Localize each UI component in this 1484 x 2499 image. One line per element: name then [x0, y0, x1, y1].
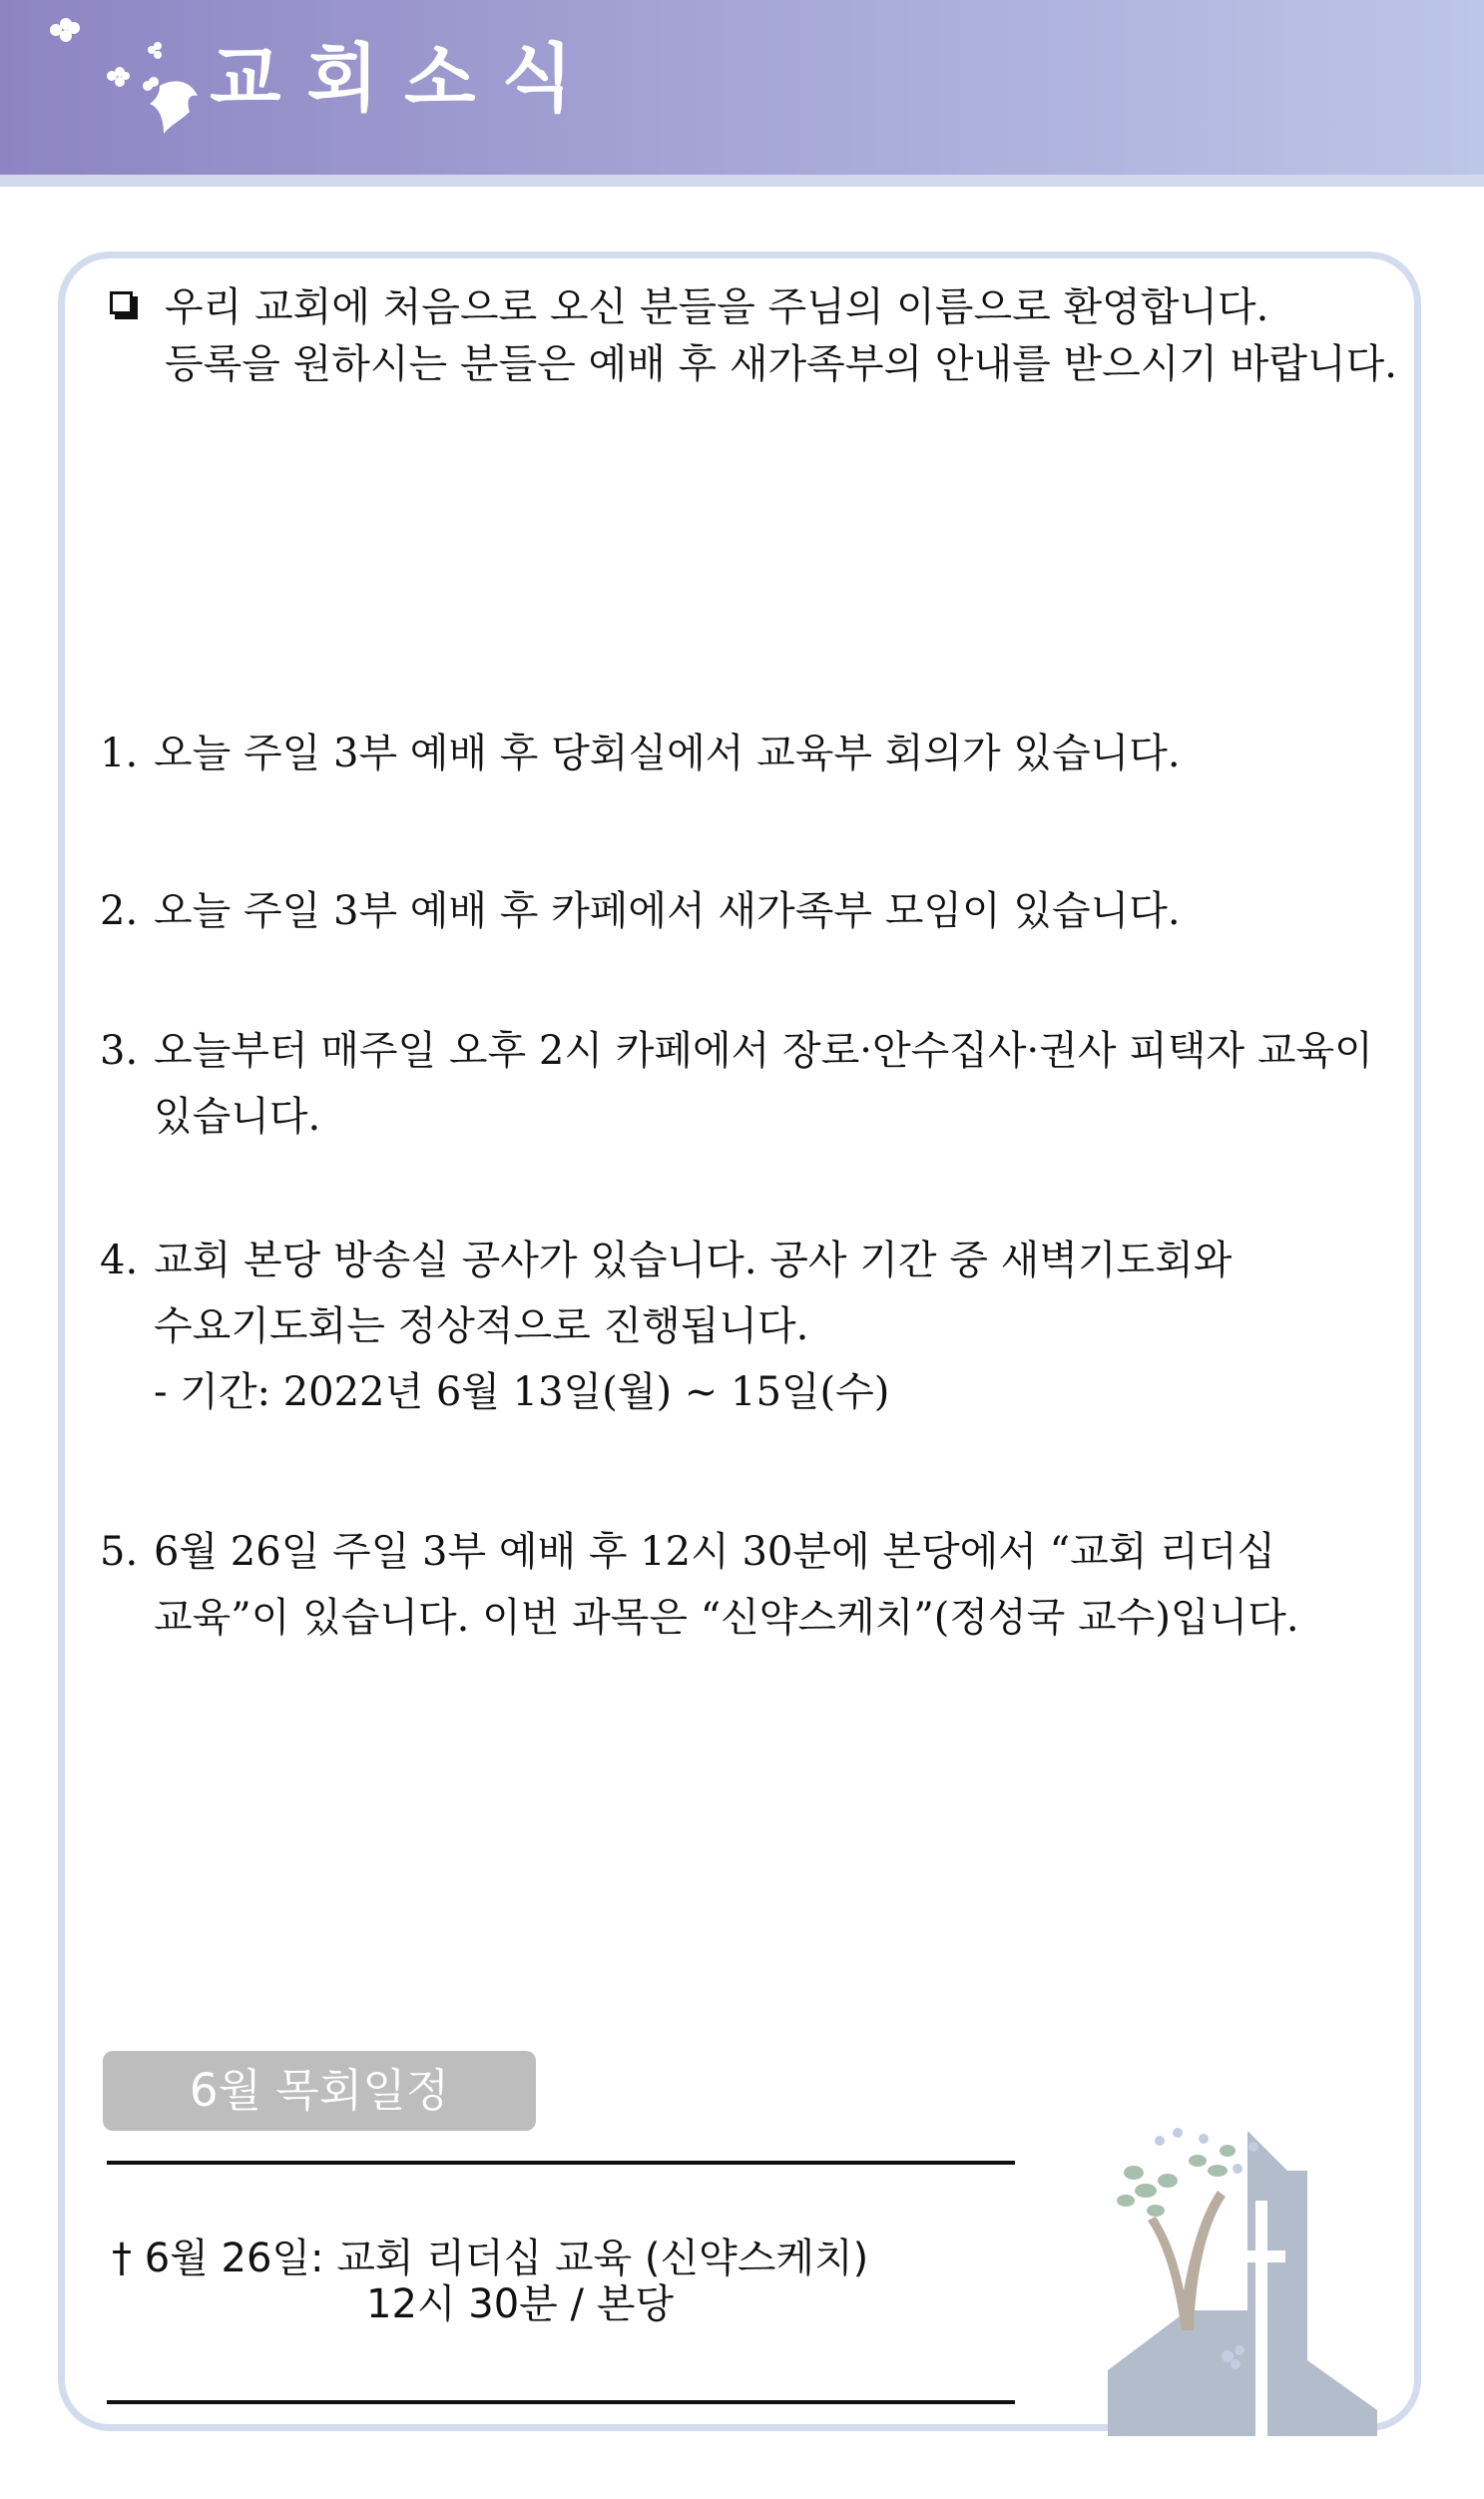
- announcement-line: 오늘 주일 3부 예배 후 당회실에서 교육부 회의가 있습니다.: [154, 731, 1181, 776]
- checkbox-bullet-icon: [110, 291, 133, 314]
- announcement-detail: - 기간: 2022년 6월 13일(월) ~ 15일(수): [154, 1369, 890, 1415]
- announcement-item: [100, 1519, 1397, 1651]
- schedule-title-tab: 6월 목회일정: [103, 2051, 536, 2131]
- schedule-entry-line-1: † 6월 26일: 교회 리더십 교육 (신약스케치): [112, 2236, 869, 2281]
- announcement-line: 오늘 주일 3부 예배 후 카페에서 새가족부 모임이 있습니다.: [154, 888, 1181, 934]
- announcement-number: 2.: [100, 888, 139, 934]
- schedule-entry: [112, 2236, 868, 2327]
- announcement-item: [100, 1228, 1397, 1425]
- dove-flowers-icon: [40, 8, 210, 138]
- announcement-line: 수요기도회는 정상적으로 진행됩니다.: [154, 1303, 809, 1349]
- announcement-line: 교회 본당 방송실 공사가 있습니다. 공사 기간 중 새벽기도회와: [154, 1238, 1233, 1283]
- announcement-number: 5.: [100, 1529, 139, 1575]
- church-tree-icon: [1078, 2111, 1397, 2440]
- announcement-line: 6월 26일 주일 3부 예배 후 12시 30분에 본당에서 “교회 리더십: [154, 1529, 1275, 1575]
- announcement-line: 오늘부터 매주일 오후 2시 카페에서 장로·안수집사·권사 피택자 교육이: [154, 1028, 1373, 1074]
- announcement-item: [100, 1018, 1397, 1150]
- announcement-line: 교육”이 있습니다. 이번 과목은 “신약스케치”(정성국 교수)입니다.: [154, 1595, 1299, 1641]
- schedule-bottom-rule: [107, 2400, 1015, 2404]
- schedule-top-rule: [107, 2161, 1015, 2165]
- announcement-number: 4.: [100, 1238, 139, 1283]
- page-title: 교회소식: [210, 36, 599, 122]
- announcement-number: 1.: [100, 731, 139, 776]
- header-strip: [0, 175, 1484, 187]
- schedule-entry-line-2: 12시 30분 / 본당: [366, 2281, 674, 2327]
- announcement-item: [100, 721, 1397, 786]
- announcement-number: 3.: [100, 1028, 139, 1074]
- welcome-line-1: 우리 교회에 처음으로 오신 분들을 주님의 이름으로 환영합니다.: [165, 284, 1269, 330]
- announcement-line: 있습니다.: [154, 1094, 321, 1140]
- welcome-line-2: 등록을 원하시는 분들은 예배 후 새가족부의 안내를 받으시기 바랍니다.: [165, 341, 1397, 387]
- announcement-item: [100, 878, 1397, 944]
- welcome-notice: [110, 279, 1407, 393]
